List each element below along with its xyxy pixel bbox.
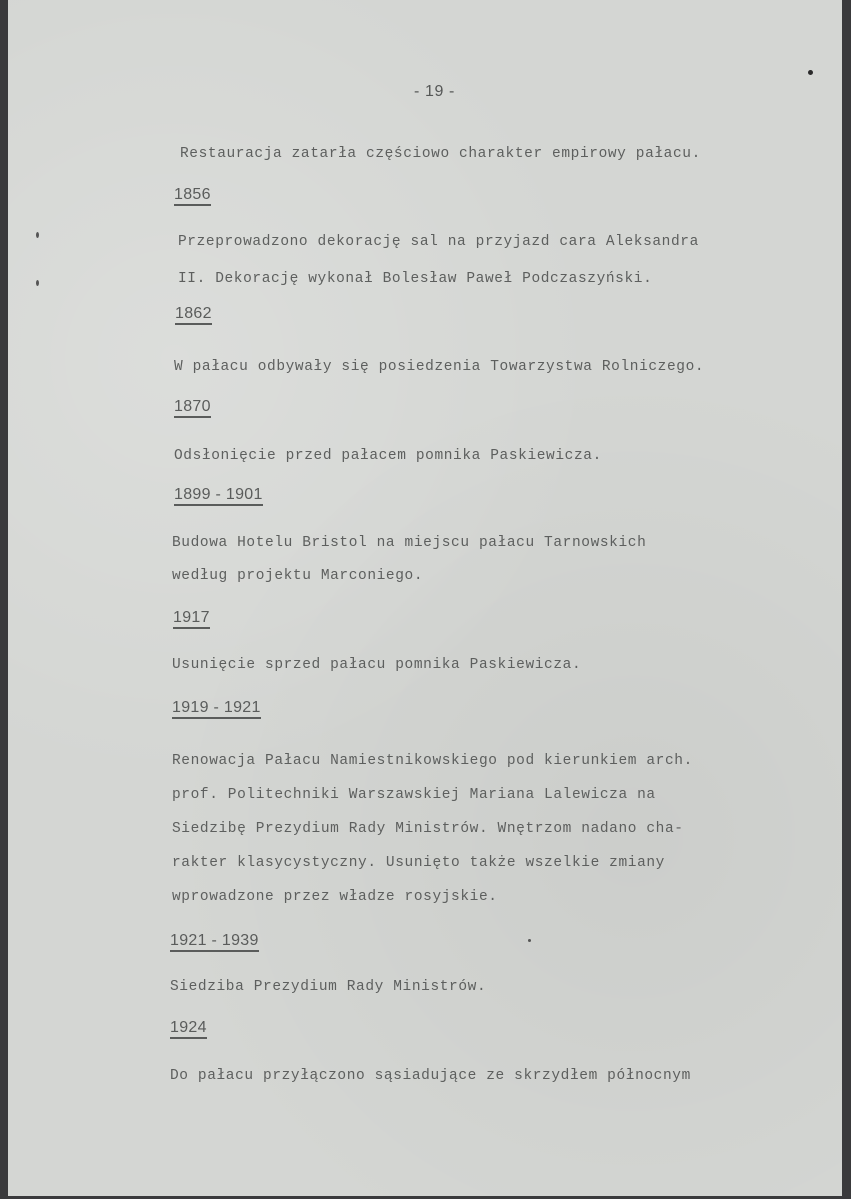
paragraph-line: Usunięcie sprzed pałacu pomnika Paskiewicza.: [172, 657, 582, 673]
ink-speck: [528, 939, 531, 942]
year-heading: 1899 - 1901: [174, 487, 263, 506]
year-heading: 1924: [170, 1020, 207, 1039]
page-number: - 19 -: [414, 83, 455, 100]
paragraph-line: Przeprowadzono dekorację sal na przyjazd cara Aleksandra: [178, 234, 699, 250]
ink-speck: [808, 70, 813, 75]
year-heading: 1856: [174, 187, 211, 206]
paragraph-line: wprowadzone przez władze rosyjskie.: [172, 889, 498, 905]
year-heading: 1919 - 1921: [172, 700, 261, 719]
paragraph-line: prof. Politechniki Warszawskiej Mariana Lalewicza na: [172, 787, 656, 803]
paragraph-line: Odsłonięcie przed pałacem pomnika Paskiewicza.: [174, 448, 602, 464]
year-heading: 1870: [174, 399, 211, 418]
paragraph-line: Do pałacu przyłączono sąsiadujące ze skrzydłem północnym: [170, 1068, 691, 1084]
ink-speck: [36, 232, 39, 238]
paragraph-line: Siedziba Prezydium Rady Ministrów.: [170, 979, 487, 995]
year-heading: 1862: [175, 306, 212, 325]
document-page: [8, 0, 842, 1196]
paragraph-line: II. Dekorację wykonał Bolesław Paweł Podczaszyński.: [178, 271, 653, 287]
paragraph-line: Renowacja Pałacu Namiestnikowskiego pod kierunkiem arch.: [172, 753, 693, 769]
paragraph-line: Siedzibę Prezydium Rady Ministrów. Wnętrzom nadano cha-: [172, 821, 684, 837]
year-heading: 1921 - 1939: [170, 933, 259, 952]
paragraph-line: W pałacu odbywały się posiedzenia Towarzystwa Rolniczego.: [174, 359, 705, 375]
paragraph-line: Restauracja zatarła częściowo charakter empirowy pałacu.: [180, 146, 701, 162]
paragraph-line: rakter klasycystyczny. Usunięto także wszelkie zmiany: [172, 855, 665, 871]
year-heading: 1917: [173, 610, 210, 629]
ink-speck: [36, 280, 39, 286]
paragraph-line: według projektu Marconiego.: [172, 568, 424, 584]
paragraph-line: Budowa Hotelu Bristol na miejscu pałacu Tarnowskich: [172, 535, 647, 551]
